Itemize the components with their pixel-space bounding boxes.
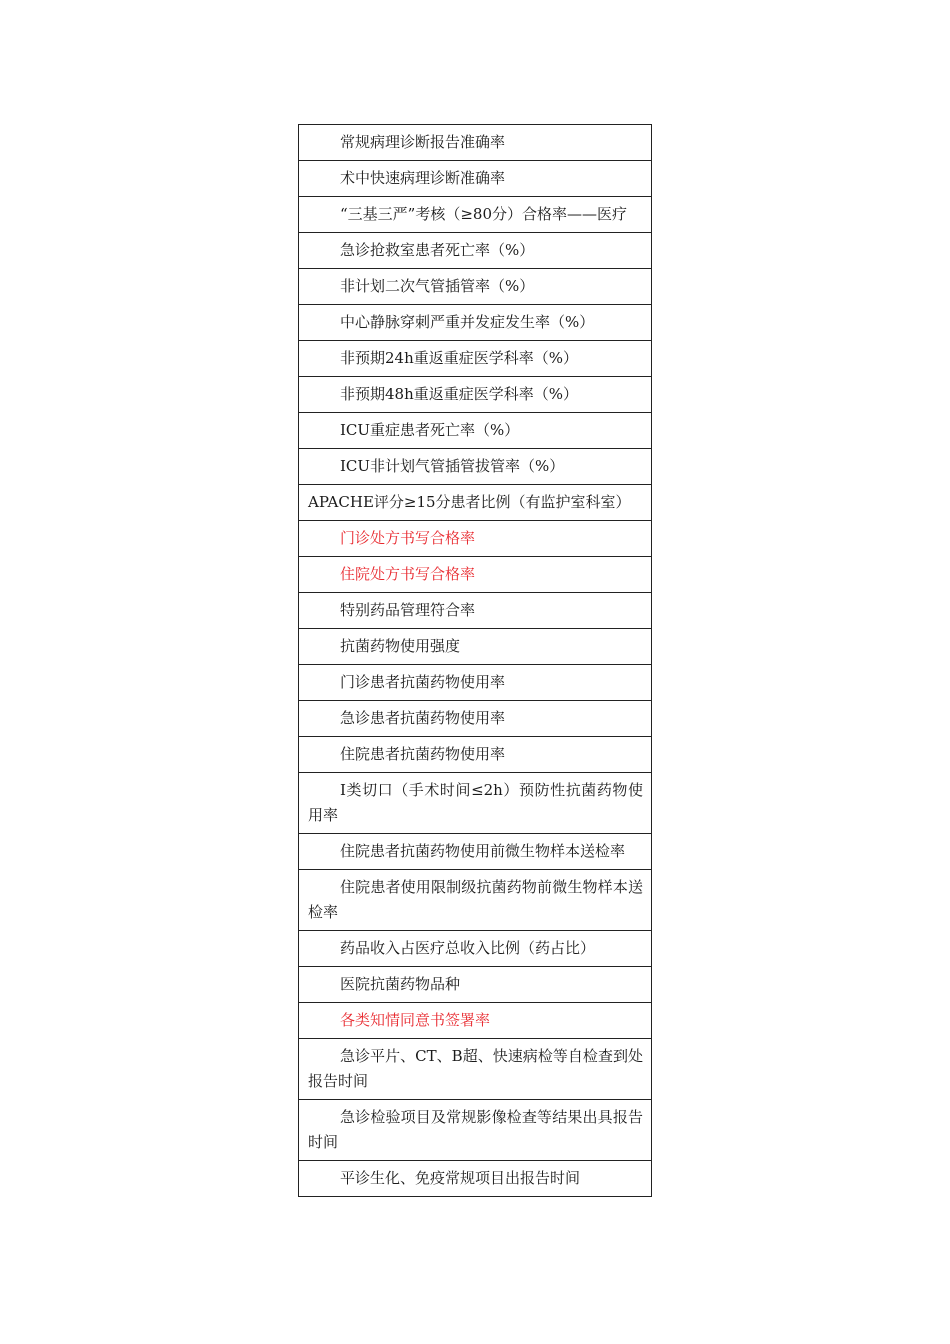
indicator-cell: 住院处方书写合格率 bbox=[299, 557, 652, 593]
table-row bbox=[299, 1003, 652, 1039]
table-row bbox=[299, 931, 652, 967]
indicator-cell: 非预期48h重返重症医学科率（%） bbox=[299, 377, 652, 413]
table-row bbox=[299, 521, 652, 557]
indicator-cell: 中心静脉穿刺严重并发症发生率（%） bbox=[299, 305, 652, 341]
table-row bbox=[299, 629, 652, 665]
table-row bbox=[299, 870, 652, 931]
indicator-cell: 门诊患者抗菌药物使用率 bbox=[299, 665, 652, 701]
indicator-cell: 医院抗菌药物品种 bbox=[299, 967, 652, 1003]
indicator-cell: 住院患者抗菌药物使用前微生物样本送检率 bbox=[299, 834, 652, 870]
table-row bbox=[299, 449, 652, 485]
indicator-cell: 住院患者使用限制级抗菌药物前微生物样本送检率 bbox=[299, 870, 652, 931]
table-row bbox=[299, 269, 652, 305]
table-row bbox=[299, 773, 652, 834]
indicator-cell: 急诊平片、CT、B超、快速病检等自检查到处报告时间 bbox=[299, 1039, 652, 1100]
indicator-cell: 急诊患者抗菌药物使用率 bbox=[299, 701, 652, 737]
table-row bbox=[299, 737, 652, 773]
table-row bbox=[299, 967, 652, 1003]
indicator-cell: 平诊生化、免疫常规项目出报告时间 bbox=[299, 1161, 652, 1197]
indicator-cell: Ⅰ类切口（手术时间≤2h）预防性抗菌药物使用率 bbox=[299, 773, 652, 834]
indicator-cell: 非预期24h重返重症医学科率（%） bbox=[299, 341, 652, 377]
indicator-cell: 急诊抢救室患者死亡率（%） bbox=[299, 233, 652, 269]
table-row bbox=[299, 161, 652, 197]
indicator-cell: ICU重症患者死亡率（%） bbox=[299, 413, 652, 449]
indicator-cell: 门诊处方书写合格率 bbox=[299, 521, 652, 557]
table-row bbox=[299, 1100, 652, 1161]
table-row bbox=[299, 125, 652, 161]
indicator-cell: 非计划二次气管插管率（%） bbox=[299, 269, 652, 305]
table-row bbox=[299, 413, 652, 449]
table-row bbox=[299, 305, 652, 341]
table-row bbox=[299, 557, 652, 593]
table-row bbox=[299, 1039, 652, 1100]
table-row bbox=[299, 834, 652, 870]
indicator-cell: APACHE评分≥15分患者比例（有监护室科室） bbox=[299, 485, 652, 521]
indicator-cell: “三基三严”考核（≥80分）合格率——医疗 bbox=[299, 197, 652, 233]
table-row bbox=[299, 1161, 652, 1197]
table-row bbox=[299, 593, 652, 629]
table-row bbox=[299, 665, 652, 701]
table-row bbox=[299, 701, 652, 737]
indicator-table-body bbox=[299, 125, 652, 1197]
indicator-cell: ICU非计划气管插管拔管率（%） bbox=[299, 449, 652, 485]
indicator-cell: 常规病理诊断报告准确率 bbox=[299, 125, 652, 161]
indicator-cell: 抗菌药物使用强度 bbox=[299, 629, 652, 665]
table-row bbox=[299, 377, 652, 413]
table-row bbox=[299, 341, 652, 377]
indicator-cell: 急诊检验项目及常规影像检查等结果出具报告时间 bbox=[299, 1100, 652, 1161]
table-row bbox=[299, 197, 652, 233]
table-row bbox=[299, 233, 652, 269]
indicator-cell: 药品收入占医疗总收入比例（药占比） bbox=[299, 931, 652, 967]
indicator-cell: 特别药品管理符合率 bbox=[299, 593, 652, 629]
table-row bbox=[299, 485, 652, 521]
indicator-cell: 住院患者抗菌药物使用率 bbox=[299, 737, 652, 773]
indicator-cell: 各类知情同意书签署率 bbox=[299, 1003, 652, 1039]
indicator-table bbox=[298, 124, 652, 1197]
indicator-cell: 术中快速病理诊断准确率 bbox=[299, 161, 652, 197]
